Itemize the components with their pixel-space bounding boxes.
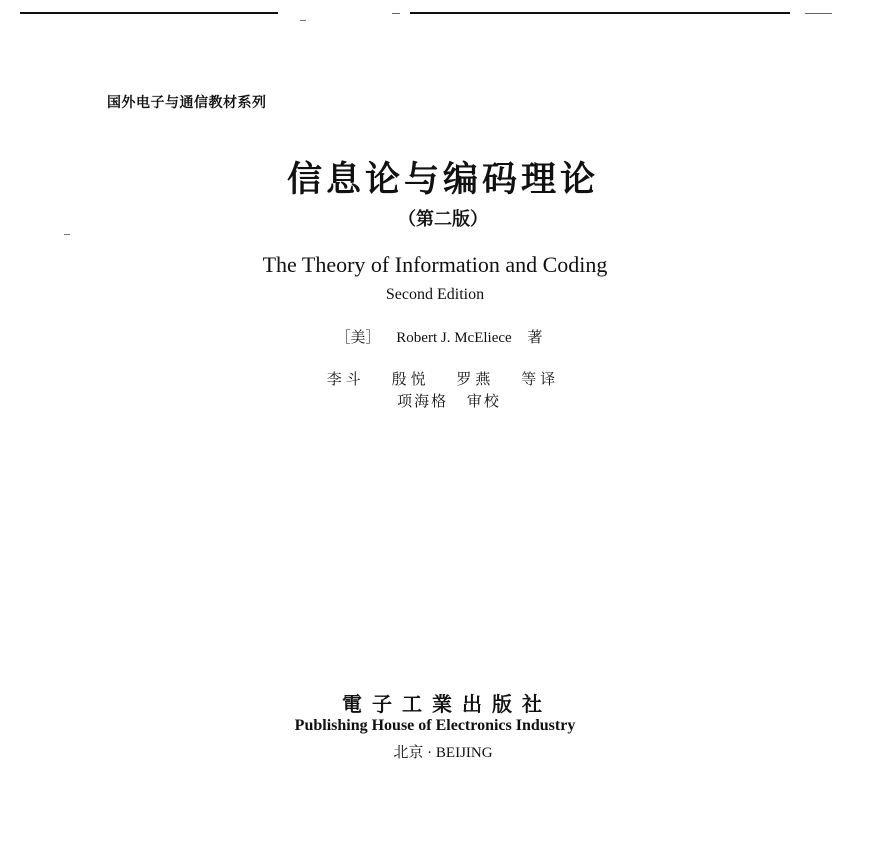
author-line <box>4 326 870 347</box>
translator-role: 等译 <box>521 370 560 388</box>
reviewer-name: 项海格 <box>397 392 449 410</box>
publisher-name-english: Publishing House of Electronics Industry <box>294 717 576 734</box>
translator-name: 殷悦 <box>391 370 430 388</box>
edition-english: Second Edition <box>385 286 485 303</box>
top-rule-dash <box>392 13 400 14</box>
reviewer-line <box>14 390 870 411</box>
author-nationality: ［美］ <box>335 330 381 346</box>
top-rule-right <box>410 12 790 14</box>
author-role: 著 <box>527 330 543 346</box>
scan-speck <box>64 234 70 235</box>
translator-name: 李斗 <box>326 370 365 388</box>
scan-speck <box>300 20 306 21</box>
book-title-chinese: 信息论与编码理论 <box>286 160 599 200</box>
top-rule-left <box>20 12 278 14</box>
publisher-name-chinese: 電子工業出版社 <box>342 692 552 716</box>
book-title-english: The Theory of Information and Coding <box>262 252 608 277</box>
top-rule-tail <box>805 13 832 14</box>
edition-chinese: （第二版） <box>398 209 488 230</box>
translators-line <box>8 368 870 389</box>
translator-name: 罗燕 <box>456 370 495 388</box>
author-name: Robert J. McEliece <box>396 330 512 346</box>
reviewer-role: 审校 <box>466 392 501 410</box>
series-title: 国外电子与通信教材系列 <box>107 95 267 111</box>
publisher-city: 北京 · BEIJING <box>393 745 493 761</box>
